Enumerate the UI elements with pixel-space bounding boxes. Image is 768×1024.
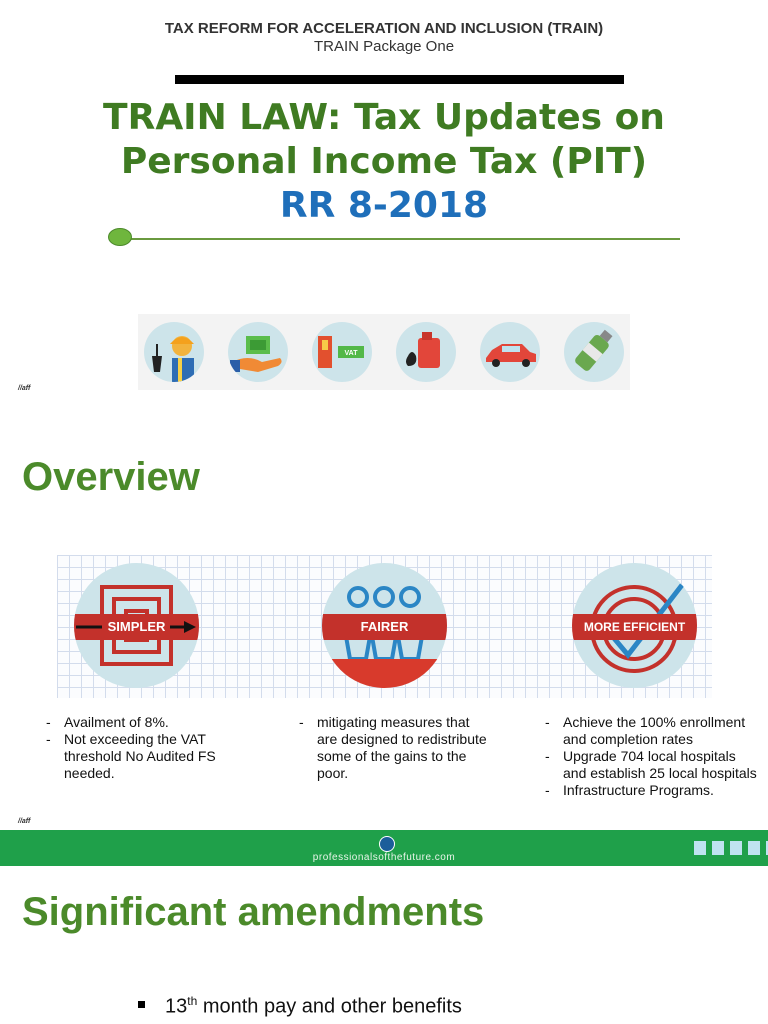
efficient-band (572, 614, 697, 640)
amendment-item: 13th month pay and other benefits (165, 994, 462, 1018)
icon-strip (138, 314, 630, 390)
pillar-fairer (322, 563, 447, 688)
vat-wallet-icon (312, 322, 372, 382)
fairer-base (322, 659, 447, 688)
title-underline (118, 238, 680, 240)
efficient-bullets (545, 714, 760, 799)
list-item: - Availment of 8%. (46, 714, 246, 731)
title-line-3: RR 8-2018 (279, 185, 489, 226)
globe-icon (379, 836, 395, 852)
bottle-icon (564, 322, 624, 382)
overview-graphic (57, 555, 712, 698)
list-item: - mitigating measures that are designed to redistribute some of the gains to the poor. (299, 714, 489, 782)
header-divider (175, 75, 624, 84)
pillar-label: MORE EFFICIENT (583, 620, 686, 634)
footer-stripes (694, 841, 768, 855)
title-line-2: Personal Income Tax (PIT) (120, 141, 648, 182)
fairer-band (322, 614, 447, 640)
list-item: - Infrastructure Programs. (545, 782, 760, 799)
pillar-simpler (74, 563, 199, 688)
slide-note: //aff (18, 385, 31, 392)
bullet-square-icon (138, 1001, 145, 1008)
overview-heading: Overview (22, 455, 200, 499)
hand-money-icon (228, 322, 288, 382)
pillar-more-efficient (572, 563, 697, 688)
underline-dot (108, 228, 132, 246)
pillar-label: SIMPLER (107, 619, 166, 634)
arrow-icon (74, 619, 199, 635)
simpler-bullets (46, 714, 246, 782)
list-item: - Not exceeding the VAT threshold No Audited FS needed. (46, 731, 246, 782)
list-item: - Achieve the 100% enrollment and completion rates (545, 714, 760, 748)
fairer-bullets (299, 714, 489, 782)
amendments-heading: Significant amendments (22, 890, 485, 934)
footer-link[interactable]: professionalsofthefuture.com (312, 852, 456, 863)
list-item: - Upgrade 704 local hospitals and establish 25 local hospitals (545, 748, 760, 782)
title-line-1: TRAIN LAW: Tax Updates on (103, 97, 665, 138)
worker-shovel-icon (144, 322, 204, 382)
slide-note: //aff (18, 818, 31, 825)
header-title: TAX REFORM FOR ACCELERATION AND INCLUSION (TRAIN) (164, 20, 604, 37)
pillar-label: FAIRER (360, 619, 409, 634)
fuel-can-icon (396, 322, 456, 382)
header-subtitle: TRAIN Package One (313, 38, 455, 55)
svg-text:VAT: VAT (344, 350, 358, 357)
car-icon (480, 322, 540, 382)
